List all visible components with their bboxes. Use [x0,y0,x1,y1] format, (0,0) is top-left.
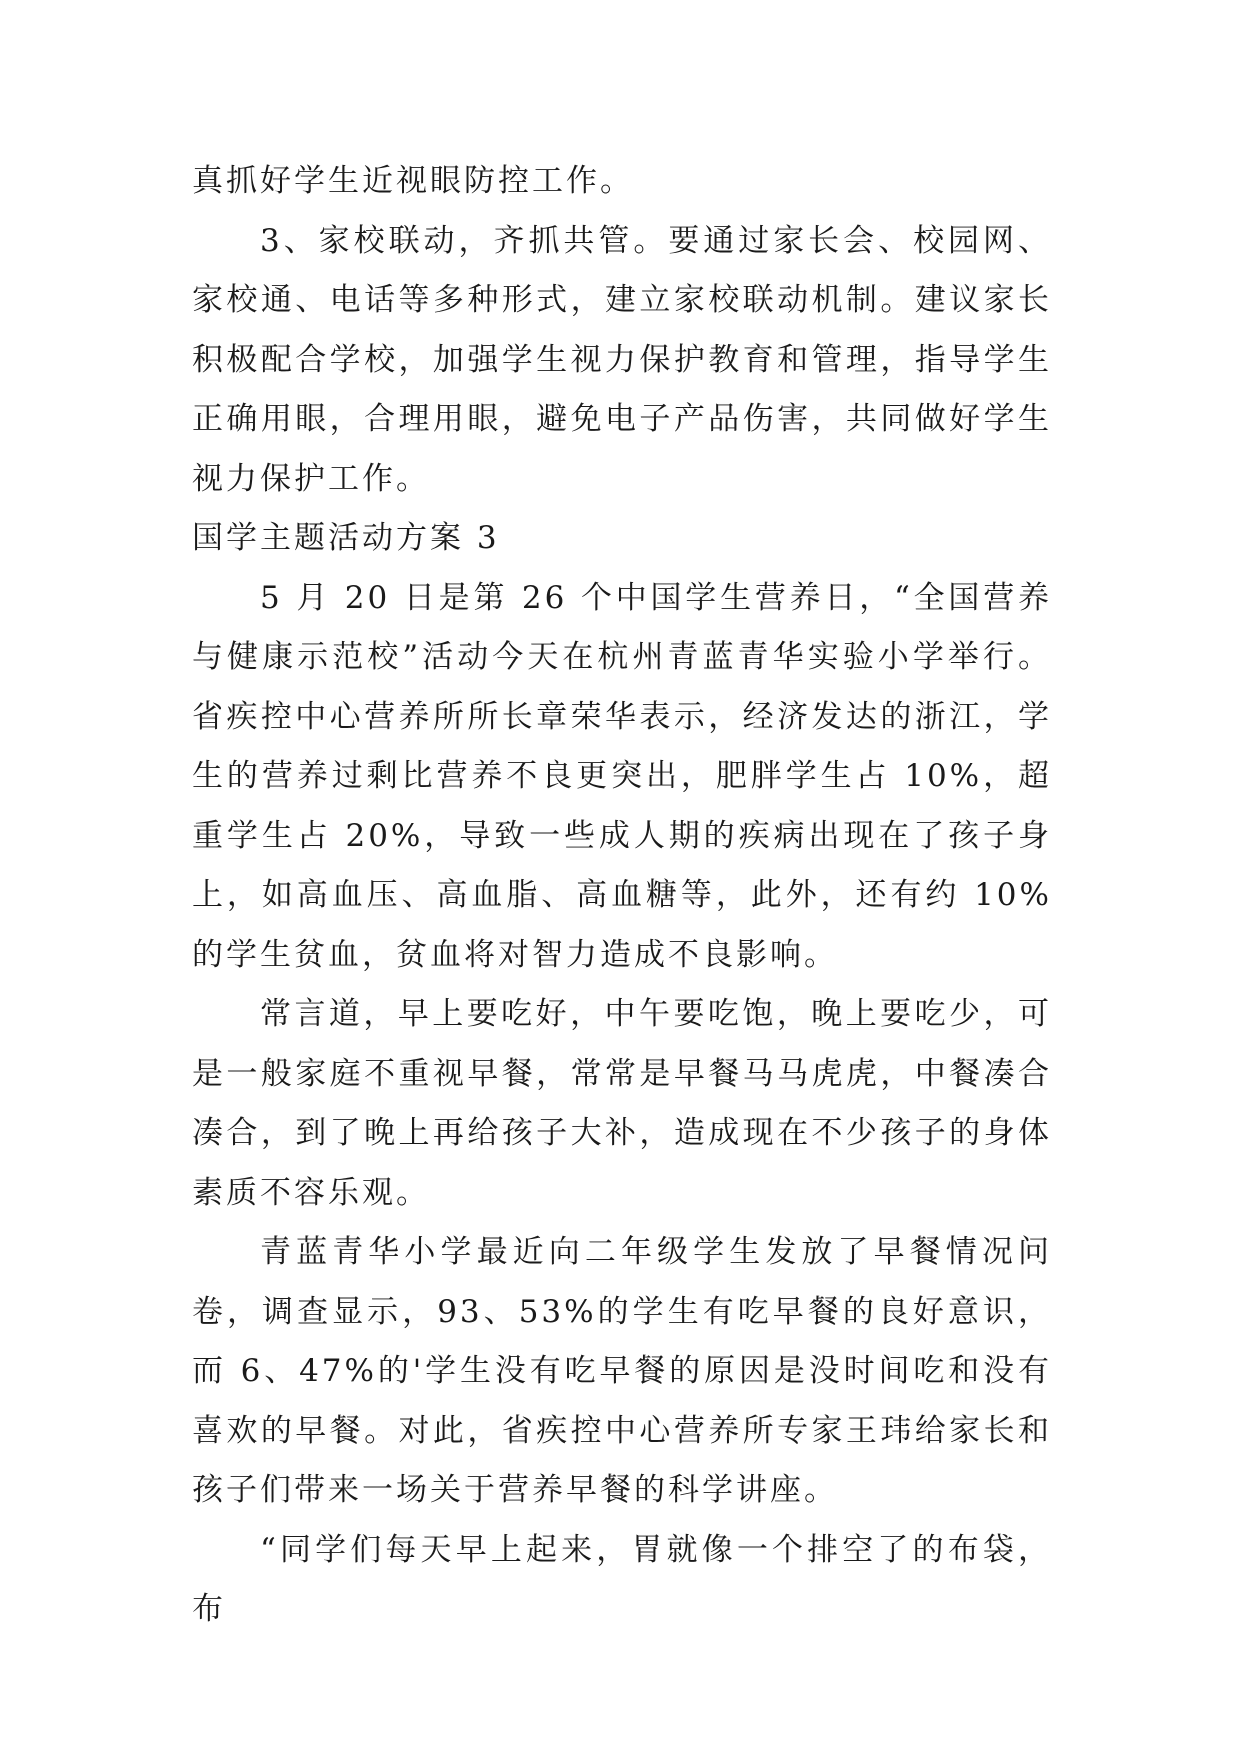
continuation-paragraph: 真抓好学生近视眼防控工作。 [192,163,634,199]
document-body [192,152,1052,1640]
paragraph-nutrition-day: 5 月 20 日是第 26 个中国学生营养日，“全国营养与健康示范校”活动今天在杭州青蓝青华实验小学举行。省疾控中心营养所所长章荣华表示，经济发达的浙江，学生的营养过剩比营养不良更突出，肥胖学生占 10%，超重学生占 20%，导致一些成人期的疾病出现在了孩子身上，如高血压、高血脂、高血糖等，此外，还有约 10%的学生贫血，贫血将对智力造成不良影响。 [192,579,1052,973]
paragraph-breakfast-saying: 常言道，早上要吃好，中午要吃饱，晚上要吃少，可是一般家庭不重视早餐，常常是早餐马马虎虎，中餐凑合凑合，到了晚上再给孩子大补，造成现在不少孩子的身体素质不容乐观。 [192,996,1052,1211]
paragraph-home-school-cooperation: 3、家校联动，齐抓共管。要通过家长会、校园网、家校通、电话等多种形式，建立家校联动机制。建议家长积极配合学校，加强学生视力保护教育和管理，指导学生正确用眼，合理用眼，避免电子产品伤害，共同做好学生视力保护工作。 [192,222,1052,497]
paragraph-quote: “同学们每天早上起来，胃就像一个排空了的布袋，布 [192,1531,1052,1627]
section-heading: 国学主题活动方案 3 [192,520,500,556]
paragraph-survey: 青蓝青华小学最近向二年级学生发放了早餐情况问卷，调查显示，93、53%的学生有吃早餐的良好意识，而 6、47%的'学生没有吃早餐的原因是没时间吃和没有喜欢的早餐。对此，省疾控中心营养所专家王玮给家长和孩子们带来一场关于营养早餐的科学讲座。 [192,1234,1052,1508]
